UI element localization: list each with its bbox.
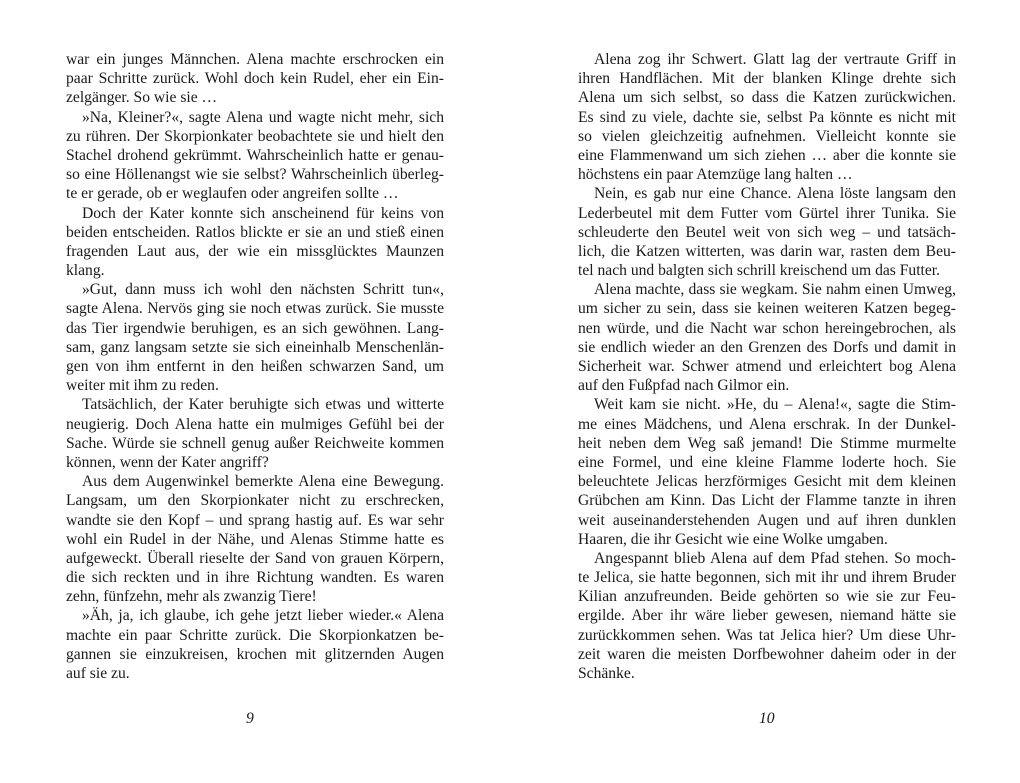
text-line: auf den Fußpfad nach Gilmor ein.: [578, 377, 790, 395]
text-line: beiden entscheiden. Ratlos blickte er sie an und stieß einen: [66, 223, 444, 241]
text-line: Schänke.: [578, 665, 635, 682]
text-line: Langsam, um den Skorpionkater nicht zu erschrecken,: [66, 492, 444, 510]
text-line: die sich reckten und in ihre Richtung wandten. Es waren: [66, 569, 444, 587]
text-line: Haaren, die ihr Gesicht wie eine Wolke umgaben.: [578, 530, 888, 548]
text-line: war ein junges Männchen. Alena machte erschrocken ein: [66, 51, 444, 68]
page-number-left: 9: [246, 710, 254, 727]
text-line: machte ein paar Schritte zurück. Die Skorpionkatzen be-: [66, 626, 444, 644]
text-line: sagte Alena. Nervös ging sie noch etwas zurück. Sie musste: [66, 300, 444, 318]
text-line: heit neben dem Weg saß jemand! Die Stimme murmelte: [578, 434, 956, 452]
text-line: Angespannt blieb Alena auf dem Pfad stehen. So moch-: [594, 549, 956, 567]
text-line: sie endlich wieder an den Grenzen des Dorfs und damit in: [578, 338, 956, 356]
text-line: beleuchtete Jelicas herzförmiges Gesicht mit dem kleinen: [578, 473, 956, 491]
text-line: um sicher zu sein, dass sie keinen weiteren Katzen begeg-: [578, 300, 956, 318]
text-line: Doch der Kater konnte sich anscheinend für keins von: [82, 204, 444, 222]
text-line: te er gerade, ob er weglaufen oder angreifen sollte …: [66, 185, 399, 203]
text-line: höchstens ein paar Atemzüge lang halten …: [578, 166, 853, 184]
text-line: so vielen gleichzeitig aufnehmen. Vielleicht konnte sie: [578, 127, 956, 145]
text-line: klang.: [66, 262, 105, 280]
text-line: eine Formel, und eine kleine Flamme loderte hoch. Sie: [578, 453, 956, 471]
text-line: Sicherheit war. Schwer atmend und erleichtert bog Alena: [578, 358, 956, 375]
text-line: aufgeweckt. Überall rieselte der Sand von grauen Körpern,: [66, 549, 444, 567]
text-line: können, wenn der Kater angriff?: [66, 453, 269, 471]
text-line: Nein, es gab nur eine Chance. Alena löste langsam den: [594, 185, 956, 203]
text-line: wandte sie den Kopf – und sprang hastig auf. Es war sehr: [66, 511, 444, 529]
text-line: auf sie zu.: [66, 665, 130, 682]
text-line: »Na, Kleiner?«, sagte Alena und wagte nicht mehr, sich: [82, 108, 444, 126]
text-line: zeit waren die meisten Dorfbewohner daheim oder in der: [578, 645, 956, 663]
text-line: Kilian anzufreunden. Beide gehörten so wie sie zur Feu-: [578, 588, 956, 606]
text-line: so eine Höllenangst wie sie selbst? Wahrscheinlich überleg-: [66, 166, 444, 184]
text-line: gen von ihm entfernt in den heißen schwarzen Sand, um: [66, 358, 444, 375]
text-line: Aus dem Augenwinkel bemerkte Alena eine Bewegung.: [82, 473, 444, 491]
text-line: zelgänger. So wie sie …: [66, 89, 218, 107]
text-line: gannen sie einzukreisen, krochen mit glitzernden Augen: [66, 645, 444, 663]
text-line: ihren Handflächen. Mit der blanken Klinge drehte sich: [578, 70, 956, 88]
text-line: neugierig. Doch Alena hatte ein mulmiges Gefühl bei der: [66, 415, 444, 433]
text-line: sam, ganz langsam setzte sie sich eineinhalb Menschenlän-: [66, 338, 444, 356]
text-line: paar Schritte zurück. Wohl doch kein Rudel, eher ein Ein-: [66, 70, 444, 88]
text-line: weiter mit ihm zu reden.: [66, 377, 219, 395]
text-line: fragenden Laut aus, der wie ein missglücktes Maunzen: [66, 242, 444, 260]
text-line: zurückkommen sehen. Was tat Jelica hier? Um diese Uhr-: [578, 626, 956, 644]
text-line: schleuderte den Beutel weit von sich weg – und tatsäch-: [578, 223, 956, 241]
text-line: Lederbeutel mit dem Futter vom Gürtel ihrer Tunika. Sie: [578, 204, 956, 222]
text-line: tel nach und balgten sich schrill kreischend um das Futter.: [578, 262, 941, 280]
text-line: ergilde. Aber ihr wäre lieber gewesen, niemand hätte sie: [578, 607, 956, 625]
text-line: »Gut, dann muss ich wohl den nächsten Schritt tun«,: [82, 281, 444, 299]
text-line: Alena um sich selbst, so dass die Katzen zurückwichen.: [578, 89, 956, 107]
text-line: nen würde, und die Nacht war schon hereingebrochen, als: [578, 319, 956, 337]
text-line: Grübchen am Kinn. Das Licht der Flamme tanzte in ihren: [578, 492, 956, 510]
text-line: »Äh, ja, ich glaube, ich gehe jetzt lieber wieder.« Alena: [82, 607, 444, 625]
text-line: zehn, fünfzehn, mehr als zwanzig Tiere!: [66, 588, 317, 606]
text-line: Alena machte, dass sie wegkam. Sie nahm einen Umweg,: [594, 281, 956, 299]
text-line: wohl ein Rudel in der Nähe, und Alenas Stimme hatte es: [66, 530, 444, 548]
right-page-text: [578, 50, 956, 683]
text-line: Weit kam sie nicht. »He, du – Alena!«, sagte die Stim-: [594, 396, 956, 414]
text-line: Stachel drohend gekrümmt. Wahrscheinlich hatte er genau-: [66, 146, 444, 164]
text-line: weit auseinanderstehenden Augen und auf ihren dunklen: [578, 511, 956, 529]
text-line: zu rühren. Der Skorpionkater beobachtete sie und hielt den: [66, 127, 444, 145]
left-page-text: [66, 50, 444, 683]
text-line: Es sind zu viele, dachte sie, selbst Pa könnte es nicht mit: [578, 108, 956, 126]
text-line: eine Flammenwand um sich ziehen … aber die konnte sie: [578, 146, 956, 164]
text-line: das Tier irgendwie beruhigen, es an sich gewöhnen. Lang-: [66, 319, 444, 337]
page-number-right: 10: [759, 710, 775, 727]
text-line: Tatsächlich, der Kater beruhigte sich etwas und witterte: [82, 396, 444, 414]
text-line: Sache. Würde sie schnell genug außer Reichweite kommen: [66, 434, 444, 452]
text-line: te Jelica, sie hatte begonnen, sich mit ihr und ihrem Bruder: [578, 569, 956, 587]
text-line: lich, die Katzen witterten, was darin war, rasten dem Beu-: [578, 242, 956, 260]
text-line: Alena zog ihr Schwert. Glatt lag der vertraute Griff in: [594, 51, 956, 68]
text-line: me eines Mädchens, und Alena erschrak. In der Dunkel-: [578, 415, 956, 433]
